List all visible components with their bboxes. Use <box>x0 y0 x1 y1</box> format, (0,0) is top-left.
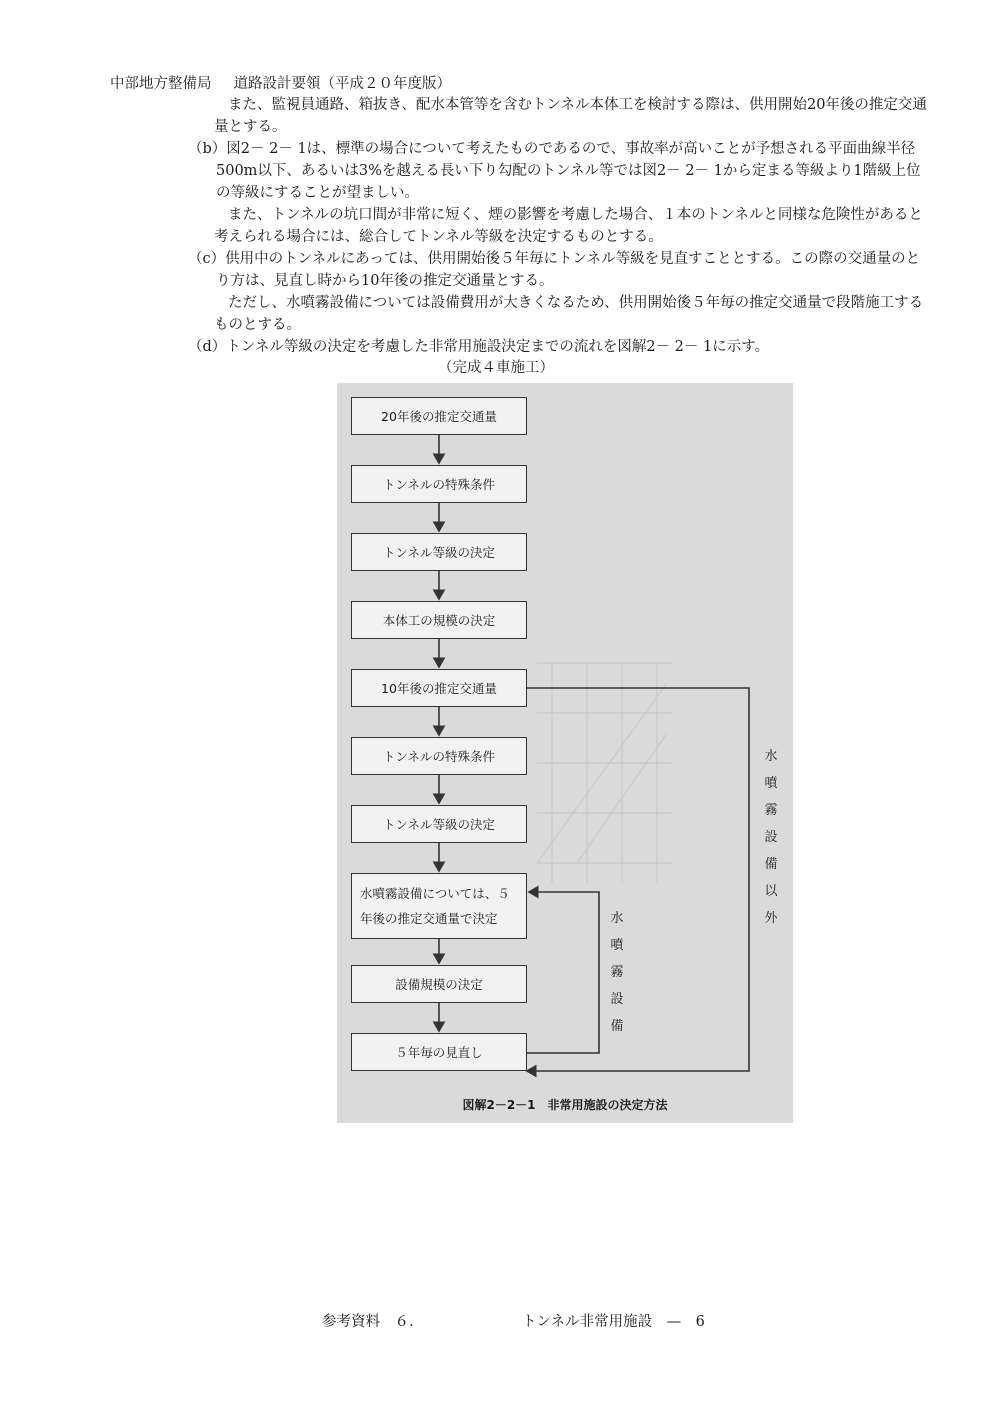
figure-caption: 図解2－2－1 非常用施設の決定方法 <box>462 1098 668 1112</box>
branch-label-inner: 水 噴 霧 設 備 <box>610 911 624 1034</box>
step-5yr-review: ５年毎の見直し <box>351 1033 527 1071</box>
page-header <box>110 72 451 93</box>
step-tunnel-grade-2: トンネル等級の決定 <box>351 805 527 843</box>
paragraph-a-cont: また、監視員通路、箱抜き、配水本管等を含むトンネル本体工を検討する際は、供用開始20年後の推定交通量とする。 <box>214 97 927 135</box>
step-equipment-scale: 設備規模の決定 <box>351 965 527 1003</box>
paragraph-c-cont: ただし、水噴霧設備については設備費用が大きくなるため、供用開始後５年毎の推定交通量で段階施工するものとする。 <box>214 295 924 333</box>
step-special-conditions-2: トンネルの特殊条件 <box>351 737 527 775</box>
header-doc-title: 道路設計要領（平成２０年度版） <box>233 76 451 92</box>
branch-label-outer: 水 噴 霧 設 備 以 外 <box>764 749 778 926</box>
paragraph-b: （b）図2－ 2－ 1は、標準の場合について考えたものであるので、事故率が高いことが予想される平面曲線半径500m以下、あるいは3%を越える長い下り勾配のトンネル等では図2－ 2－ 1から定まる等級より1階級上位の等級にすることが望ましい。 <box>188 141 921 201</box>
flowchart-figure <box>337 383 793 1123</box>
step-special-conditions: トンネルの特殊条件 <box>351 465 527 503</box>
footer-left: 参考資料 ６． <box>322 1314 424 1330</box>
step-20yr-traffic: 20年後の推定交通量 <box>351 397 527 435</box>
step-tunnel-grade: トンネル等級の決定 <box>351 533 527 571</box>
paragraph-d: （d）トンネル等級の決定を考慮した非常用施設決定までの流れを図解2－ 2－ 1に示す。 <box>188 339 770 355</box>
figure-subtitle: （完成４車施工） <box>438 360 554 376</box>
paragraph-c: （c）供用中のトンネルにあっては、供用開始後５年毎にトンネル等級を見直すこととする。この際の交通量のとり方は、見直し時から10年後の推定交通量とする。 <box>188 251 921 289</box>
step-water-spray-5yr: 水噴霧設備については、５年後の推定交通量で決定 <box>351 873 527 939</box>
paragraph-b-cont: また、トンネルの坑口間が非常に短く、煙の影響を考慮した場合、１本のトンネルと同様な危険性があると考えられる場合には、総合してトンネル等級を決定するものとする。 <box>214 207 923 245</box>
footer-right: トンネル非常用施設 — 6 <box>522 1314 705 1330</box>
step-main-structure-scale: 本体工の規模の決定 <box>351 601 527 639</box>
header-org: 中部地方整備局 <box>110 76 212 92</box>
step-10yr-traffic: 10年後の推定交通量 <box>351 669 527 707</box>
body-text <box>188 94 928 358</box>
